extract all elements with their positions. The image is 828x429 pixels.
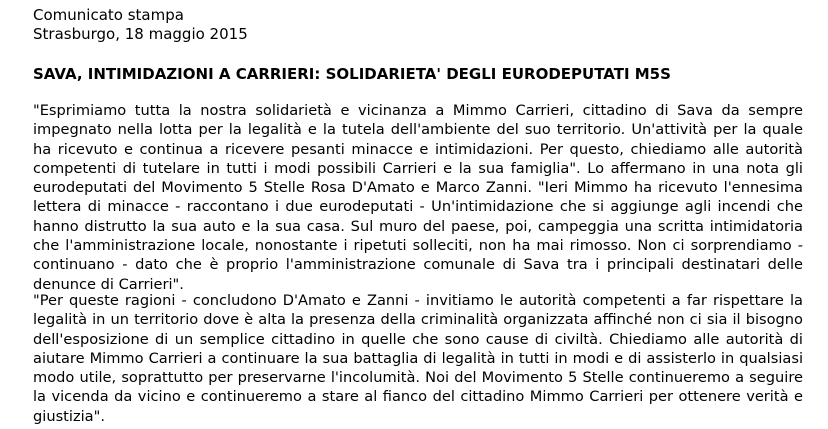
body-paragraph-2: "Per queste ragioni - concludono D'Amato e Zanni - invitiamo le autorità competenti a far rispettare la legalità in un territorio dove è alta la presenza della criminalità organizzata affinché non ci sia il bisogno dell'esposizione di un semplice cittadino in quelle che sono cause di civiltà. Chiediamo alle autorità di aiutare Mimmo Carrieri a continuare la sua battaglia di legalità in tutti in modi e di assisterlo in qualsiasi modo utile, soprattutto per preservarne l'incolumità. Noi del Movimento 5 Stelle continueremo a seguire la vicenda da vicino e continueremo a stare al fianco del cittadino Mimmo Carrieri per ottenere verità e giustizia". xyxy=(33,292,803,425)
press-release-title: SAVA, INTIMIDAZIONI A CARRIERI: SOLIDARIETA' DEGLI EURODEPUTATI M5S xyxy=(33,65,671,83)
body-paragraph-1: "Esprimiamo tutta la nostra solidarietà e vicinanza a Mimmo Carrieri, cittadino di Sava da sempre impegnato nella lotta per la legalità e la tutela dell'ambiente del suo territorio. Un'attività per la quale ha ricevuto e continua a ricevere pesanti minacce e intimidazioni. Per questo, chiediamo alle autorità competenti di tutelare in tutti i modi possibili Carrieri e la sua famiglia". Lo affermano in una nota gli eurodeputati del Movimento 5 Stelle Rosa D'Amato e Marco Zanni. "Ieri Mimmo ha ricevuto l'ennesima lettera di minacce - raccontano i due eurodeputati - Un'intimidazione che si aggiunge agli incendi che hanno distrutto la sua auto e la sua casa. Sul muro del paese, poi, campeggia una scritta intimidatoria che l'amministrazione locale, nonostante i ripetuti solleciti, non ha mai rimosso. Non ci sorprendiamo - continuano - dato che è proprio l'amministrazione comunale di Sava tra i principali destinatari delle denunce di Carrieri". xyxy=(33,102,803,293)
document-type-label: Comunicato stampa xyxy=(33,6,184,24)
dateline: Strasburgo, 18 maggio 2015 xyxy=(33,25,248,43)
